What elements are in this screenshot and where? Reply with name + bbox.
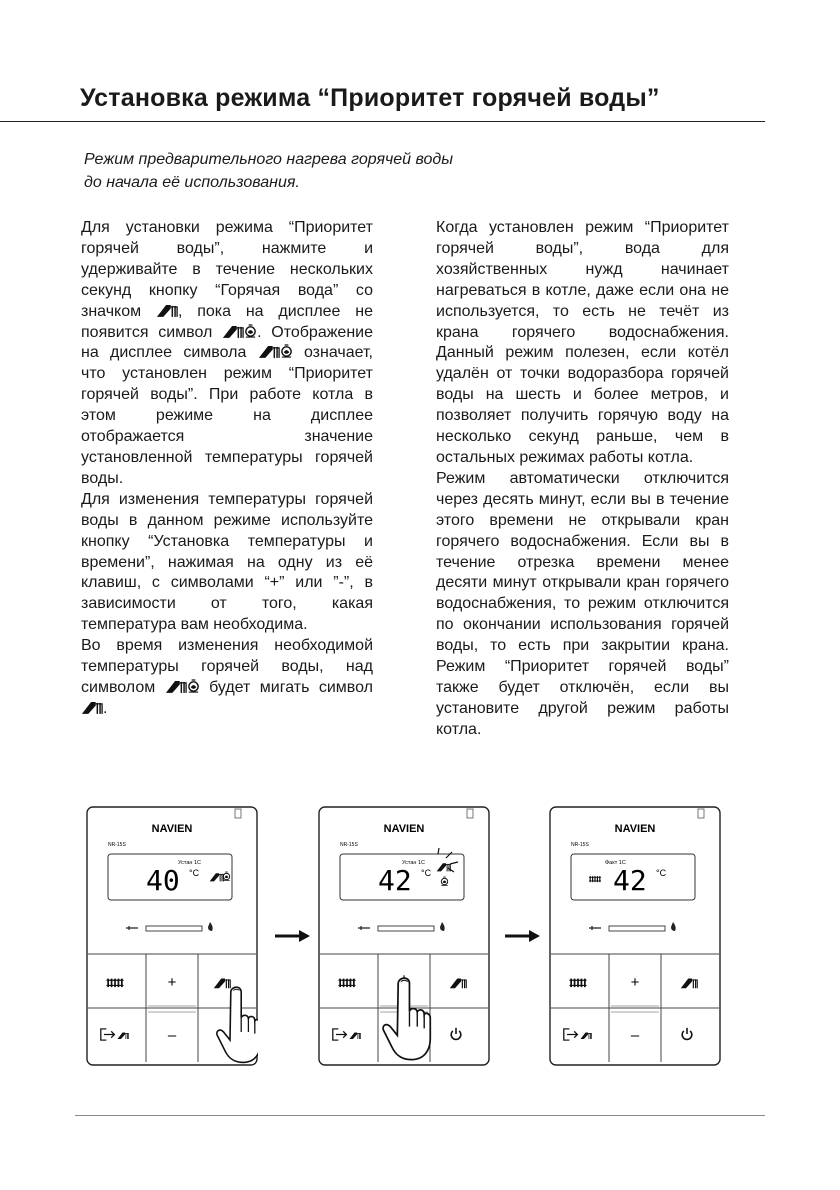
controller-panel-2 [318, 806, 490, 1066]
page-title: Установка режима “Приоритет горячей воды” [80, 84, 660, 112]
hot-water-tap-icon [156, 303, 178, 318]
subtitle-line-1: Режим предварительного нагрева горячей воды [84, 151, 454, 168]
unit-label: °С [656, 868, 667, 878]
model-label: NR-15S [340, 842, 358, 848]
model-label: NR-15S [571, 842, 589, 848]
temperature-display: 42 [613, 864, 647, 897]
hot-water-tap-icon [222, 324, 244, 339]
paragraph-2: Для изменения температуры горячей воды в данном режиме используйте кнопку “Установка температуры и времени”, нажимая на одну из её клавиш, с символами “+” или ”-”, в зависимости от того, какая температура вам необходима. [81, 490, 373, 634]
hot-water-priority-icon [244, 324, 257, 339]
model-label: NR-15S [108, 842, 126, 848]
hot-water-tap-icon [81, 700, 103, 715]
unit-label: °С [421, 868, 432, 878]
controller-panel-3 [549, 806, 721, 1066]
radiator-icon[interactable] [106, 979, 123, 988]
right-column [436, 218, 729, 741]
paragraph-3 [81, 636, 373, 720]
text-run: , пока на дисплее не появится символ [81, 302, 374, 341]
minus-button[interactable]: – [630, 1027, 640, 1044]
radiator-icon [589, 876, 601, 882]
mode-label: Устан 1С [402, 860, 425, 866]
right-arrow-icon [275, 928, 311, 944]
subtitle-line-2: до начала её использования. [84, 174, 300, 191]
brand-logo: NAVIEN [614, 823, 656, 835]
brand-logo: NAVIEN [151, 823, 193, 835]
footer-rule [75, 1115, 765, 1116]
temperature-display: 40 [146, 864, 180, 897]
subtitle [84, 148, 544, 194]
title-rule [0, 121, 765, 122]
text-run: . [103, 699, 108, 717]
plus-button[interactable]: + [167, 974, 177, 991]
hot-water-tap-icon [258, 344, 280, 359]
paragraph-1 [81, 218, 373, 490]
mode-label: Факт 1С [605, 860, 626, 866]
plus-button[interactable]: + [630, 974, 640, 991]
minus-button[interactable]: – [167, 1027, 177, 1044]
hot-water-priority-icon [187, 679, 200, 694]
radiator-icon[interactable] [338, 979, 355, 988]
controller-panel-1 [86, 806, 258, 1066]
paragraph-4: Когда установлен режим “Приоритет горячей воды”, вода для хозяйственных нужд начинает нагреваться в котле, даже если она не используется, то есть не течёт из крана горячего водоснабжения. Данный режим полезен, если котёл удалён от точки водоразбора горячей воды на шесть и более метров, и позволяет получить горячую воду на несколько секунд раньше, чем в остальных режимах работы котла. [436, 219, 729, 466]
paragraph-5: Режим автоматически отключится через десять минут, если вы в течение этого времени не открывали кран горячего водоснабжения. Если вы в течение отрезка времени менее десяти минут открывали кран горячего водоснабжения, то режим отключится по окончании использования горячей воды, то есть при закрытии крана. Режим “Приоритет горячей воды” также будет отключён, если вы установите другой режим работы котла. [436, 469, 729, 738]
text-run: Во время изменения необходимой температуры горячей воды, над символом [81, 637, 373, 696]
temperature-display: 42 [378, 864, 412, 897]
right-arrow-icon [505, 928, 541, 944]
text-run: . Отображение на дисплее символа [81, 323, 373, 362]
text-run: означает, что установлен режим “Приоритет горячей воды”. При работе котла в этом режиме на дисплее отображается значение установленной температуры горячей воды. [81, 344, 374, 487]
text-run: будет мигать символ [199, 678, 373, 696]
hot-water-priority-icon [280, 344, 293, 359]
radiator-icon[interactable] [569, 979, 586, 988]
text-run: Для установки режима “Приоритет горячей воды”, нажмите и удерживайте в течение нескольких секунд кнопку “Горячая вода” со значком [81, 219, 373, 320]
unit-label: °С [189, 868, 200, 878]
mode-label: Устан 1С [178, 860, 201, 866]
left-column [81, 218, 373, 720]
hot-water-tap-icon [165, 679, 187, 694]
brand-logo: NAVIEN [383, 823, 425, 835]
